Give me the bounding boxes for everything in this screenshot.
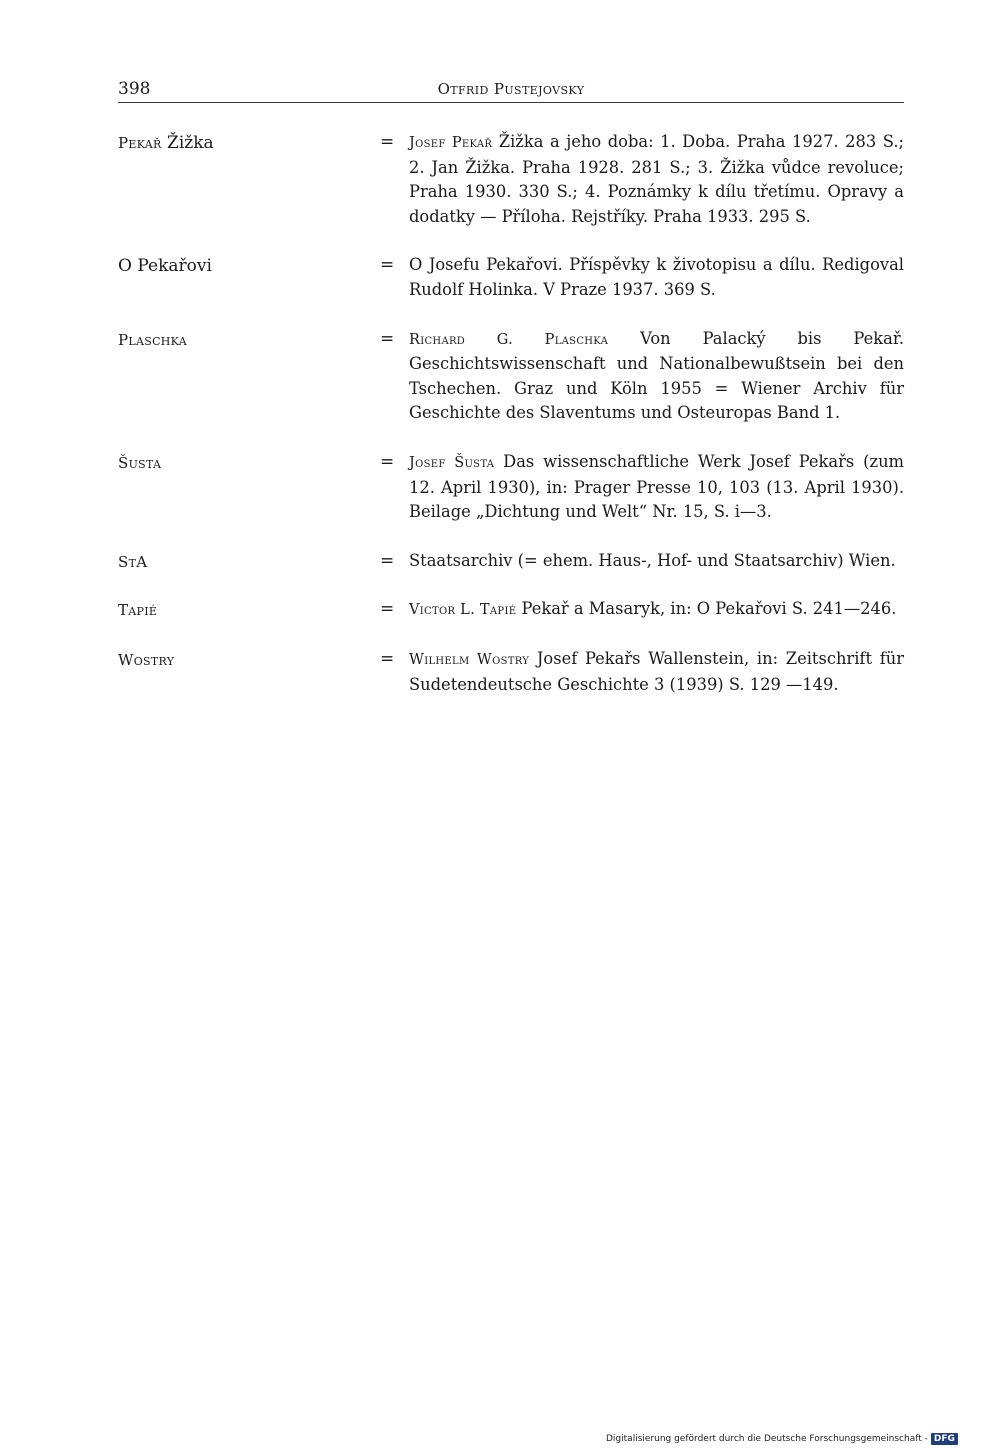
equals-sign: = xyxy=(380,255,395,276)
citation-text xyxy=(409,253,904,302)
equals-sign: = xyxy=(380,328,395,349)
abbreviation-entry xyxy=(118,253,904,302)
abbreviation-term-segment: Wostry xyxy=(118,650,175,669)
abbreviation-term-segment: Tapié xyxy=(118,601,158,620)
citation-segment: Pekař a Masaryk, in: O Pekařovi S. 241—246. xyxy=(516,599,897,619)
equals-sign: = xyxy=(380,648,395,669)
footer-text: Digitalisierung gefördert durch die Deutsche Forschungsgemeinschaft - xyxy=(606,1434,928,1444)
equals-sign: = xyxy=(380,599,395,620)
abbreviation-entry xyxy=(118,130,904,229)
abbreviation-term-segment: Plaschka xyxy=(118,330,188,349)
citation-text xyxy=(409,130,904,229)
page-header xyxy=(118,78,904,103)
dfg-logo: DFG xyxy=(931,1433,958,1445)
abbreviation-term xyxy=(118,648,368,673)
abbreviation-term-segment: Žižka xyxy=(161,133,214,153)
citation-text xyxy=(409,549,904,574)
abbreviation-term xyxy=(118,328,368,353)
abbreviation-term xyxy=(118,550,368,575)
citation-author: Wilhelm Wostry xyxy=(409,651,530,668)
citation-text xyxy=(409,647,904,697)
abbreviation-entry xyxy=(118,450,904,525)
citation-text xyxy=(409,327,904,426)
citation-author: Victor L. Tapié xyxy=(409,602,517,619)
abbreviation-entry xyxy=(118,549,904,574)
citation-segment: Staatsarchiv (= ehem. Haus-, Hof- und Staatsarchiv) Wien. xyxy=(409,550,896,570)
abbreviation-term xyxy=(118,598,368,623)
citation-text xyxy=(409,597,904,623)
running-head: Otfrid Pustejovsky xyxy=(437,80,585,98)
citation-segment: Josef Pekařs Wallenstein, in: Zeitschrift für Sudetendeutsche Geschichte 3 (1939) S. 129 —149. xyxy=(409,648,904,694)
citation-author: Josef Pekař xyxy=(409,135,493,151)
equals-sign: = xyxy=(380,550,395,571)
abbreviation-entry xyxy=(118,647,904,697)
citation-segment: Von Palacký bis Pekař. Geschichtswissenschaft und Nationalbewußtsein bei den Tschechen. Graz und Köln 1955 = Wiener Archiv für Geschichte des Slaventums und Osteuropas Band 1. xyxy=(409,328,904,423)
abbreviation-entry xyxy=(118,597,904,623)
abbreviation-term-segment: Šusta xyxy=(118,453,162,472)
abbreviation-term-segment: StA xyxy=(118,552,148,571)
citation-text xyxy=(409,450,904,525)
citation-author: Richard G. Plaschka xyxy=(409,331,609,348)
abbreviation-list xyxy=(118,130,904,697)
equals-sign: = xyxy=(380,451,395,472)
digitization-footer xyxy=(606,1431,978,1447)
abbreviation-term-segment: O Pekařovi xyxy=(118,256,212,277)
abbreviation-term xyxy=(118,254,368,279)
citation-segment: O Josefu Pekařovi. Příspěvky k životopisu a dílu. Redigoval Rudolf Holinka. V Praze 1937. 369 S. xyxy=(409,255,904,299)
abbreviation-entry xyxy=(118,327,904,426)
citation-segment: Das wissenschaftliche Werk Josef Pekařs (zum 12. April 1930), in: Prager Presse 10, 103 (13. April 1930). Beilage „Dichtung und Welt“ Nr. 15, S. i—3. xyxy=(409,451,904,522)
abbreviation-term xyxy=(118,131,368,156)
abbreviation-term-segment: Pekař xyxy=(118,134,162,152)
page-number: 398 xyxy=(118,79,151,99)
citation-segment: Žižka a jeho doba: 1. Doba. Praha 1927. 283 S.; 2. Jan Žižka. Praha 1928. 281 S.; 3. Žižka vůdce revoluce; Praha 1930. 330 S.; 4. Poznámky k dílu třetímu. Opravy a dodatky — Příloha. Rejstříky. Praha 1933. 295 S. xyxy=(409,132,904,226)
abbreviation-term xyxy=(118,451,368,476)
citation-author: Josef Šusta xyxy=(409,454,495,471)
equals-sign: = xyxy=(380,132,395,152)
